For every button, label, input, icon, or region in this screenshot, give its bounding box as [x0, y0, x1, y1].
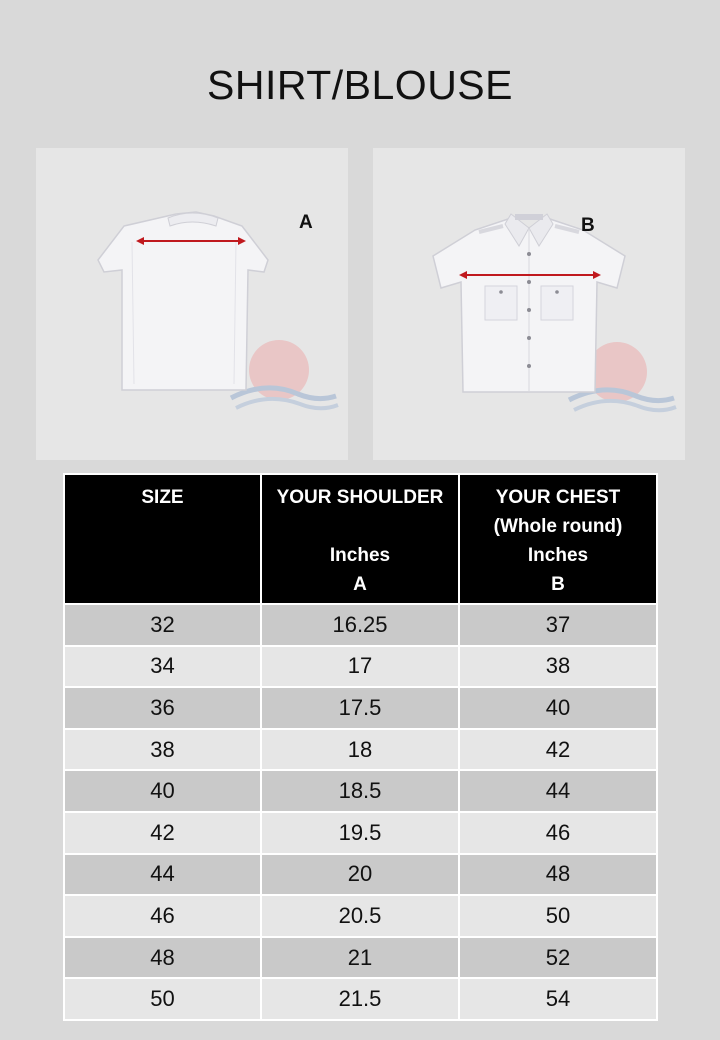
- chest-cell: 44: [459, 770, 657, 812]
- shoulder-cell: 18: [261, 729, 459, 771]
- chest-cell: 42: [459, 729, 657, 771]
- shirt-front-photo: [373, 148, 685, 460]
- size-cell: 50: [64, 978, 261, 1020]
- size-cell: 36: [64, 687, 261, 729]
- chest-cell: 37: [459, 604, 657, 646]
- header-chest-unit: Inches: [527, 545, 589, 566]
- size-cell: 38: [64, 729, 261, 771]
- chest-cell: 50: [459, 895, 657, 937]
- header-chest-label: YOUR CHEST: [495, 487, 621, 508]
- size-cell: 32: [64, 604, 261, 646]
- shoulder-cell: 17.5: [261, 687, 459, 729]
- shoulder-cell: 19.5: [261, 812, 459, 854]
- header-chest-sublabel: (Whole round): [493, 516, 623, 537]
- header-chest: [459, 474, 657, 604]
- table-row: [64, 729, 657, 771]
- table-row: [64, 770, 657, 812]
- header-size: [64, 474, 261, 604]
- table-row: [64, 812, 657, 854]
- table-row: [64, 854, 657, 896]
- shirt-back-photo: [36, 148, 348, 460]
- header-shoulder: [261, 474, 459, 604]
- header-shoulder-unit: Inches: [329, 545, 391, 566]
- page-title: SHIRT/BLOUSE: [207, 62, 513, 108]
- header-chest-key: B: [551, 574, 565, 595]
- shirt-front-icon: [373, 148, 685, 460]
- shoulder-cell: 20: [261, 854, 459, 896]
- shoulder-cell: 16.25: [261, 604, 459, 646]
- chest-cell: 46: [459, 812, 657, 854]
- header-shoulder-spacer: [266, 512, 454, 541]
- size-cell: 46: [64, 895, 261, 937]
- chest-cell: 40: [459, 687, 657, 729]
- size-cell: 40: [64, 770, 261, 812]
- table-row: [64, 604, 657, 646]
- table-header-row: [64, 474, 657, 604]
- table-row: [64, 937, 657, 979]
- header-shoulder-key: A: [353, 574, 367, 595]
- chest-cell: 48: [459, 854, 657, 896]
- size-cell: 48: [64, 937, 261, 979]
- table-row: [64, 978, 657, 1020]
- size-cell: 42: [64, 812, 261, 854]
- shoulder-cell: 20.5: [261, 895, 459, 937]
- shoulder-cell: 21: [261, 937, 459, 979]
- table-row: [64, 895, 657, 937]
- shirt-back-icon: [36, 148, 348, 460]
- chest-cell: 38: [459, 646, 657, 688]
- header-shoulder-label: YOUR SHOULDER: [276, 487, 444, 508]
- chest-cell: 54: [459, 978, 657, 1020]
- shoulder-cell: 21.5: [261, 978, 459, 1020]
- table-row: [64, 646, 657, 688]
- size-cell: 44: [64, 854, 261, 896]
- measure-label-a: A: [299, 212, 313, 233]
- measure-label-b: B: [581, 215, 595, 236]
- size-chart-table: [63, 473, 658, 1021]
- chest-cell: 52: [459, 937, 657, 979]
- header-size-label: SIZE: [141, 487, 184, 508]
- size-cell: 34: [64, 646, 261, 688]
- table-row: [64, 687, 657, 729]
- shoulder-cell: 18.5: [261, 770, 459, 812]
- shoulder-cell: 17: [261, 646, 459, 688]
